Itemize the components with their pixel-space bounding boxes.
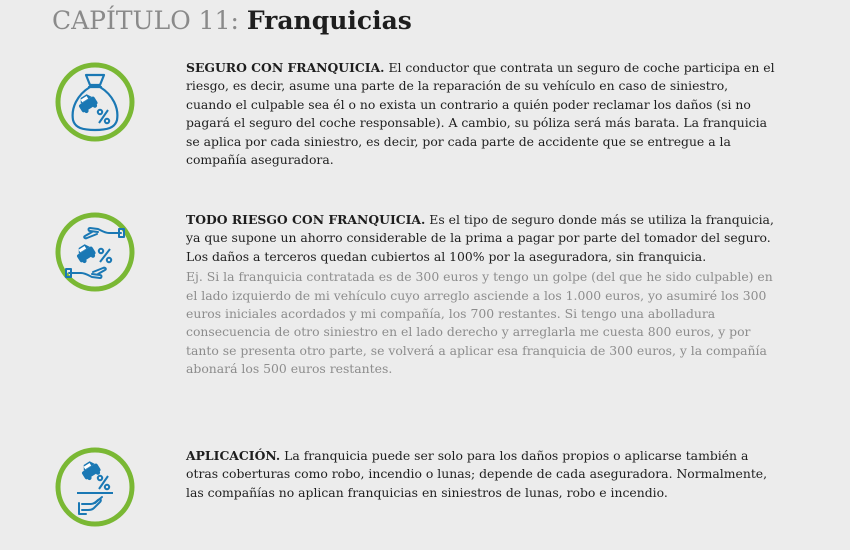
money-bag-car-percent-icon <box>55 62 135 142</box>
example-paragraph: Ej. Si la franquicia contratada es de 300 euros y tengo un golpe (del que he sido culpable) en el lado izquierdo de mi vehículo cuyo arreglo asciende a los 1.000 euros, yo asumiré los 300 euros iniciales acordados y mi compañía, los 700 restantes. Si tengo una abolladura consecuencia de otro siniestro en el lado derecho y arreglarla me cuesta 800 euros, y por tanto se presenta otro parte, se volverá a aplicar esa franquicia de 300 euros, y la compañía abonará los 500 euros restantes. <box>186 269 773 377</box>
section-seguro-con-franquicia <box>186 59 776 169</box>
section-heading: TODO RIESGO CON FRANQUICIA. <box>186 212 426 227</box>
section-paragraph <box>186 59 776 169</box>
section-body: Es el tipo de seguro donde más se utiliza la franquicia, ya que supone un ahorro considerable de la prima a pagar por parte del tomador del seguro. Los daños a terceros quedan cubiertos al 100% por la aseguradora, sin franquicia. <box>186 212 774 264</box>
chapter-title: Franquicias <box>246 6 412 35</box>
hands-exchange-car-percent-icon <box>55 212 135 292</box>
chapter-label: CAPÍTULO 11 <box>52 6 231 35</box>
section-heading: SEGURO CON FRANQUICIA. <box>186 60 385 75</box>
page-title <box>52 6 412 36</box>
section-paragraph <box>186 447 776 502</box>
title-separator: : <box>230 6 239 35</box>
section-body: El conductor que contrata un seguro de coche participa en el riesgo, es decir, asume una parte de la reparación de su vehículo en caso de siniestro, cuando el culpable sea él o no exista un contrario a quién poder reclamar los daños (si no pagará el seguro del coche responsable). A cambio, su póliza será más barata. La franquicia se aplica por cada siniestro, es decir, por cada parte de accidente que se entregue a la compañía aseguradora. <box>186 60 775 168</box>
section-paragraph <box>186 211 776 266</box>
hand-car-percent-icon <box>55 447 135 527</box>
section-heading: APLICACIÓN. <box>186 448 281 463</box>
section-aplicacion <box>186 447 776 502</box>
section-todo-riesgo-con-franquicia <box>186 211 776 379</box>
section-body: La franquicia puede ser solo para los daños propios o aplicarse también a otras coberturas como robo, incendio o lunas; depende de cada aseguradora. Normalmente, las compañías no aplican franquicias en siniestros de lunas, robo e incendio. <box>186 448 768 500</box>
